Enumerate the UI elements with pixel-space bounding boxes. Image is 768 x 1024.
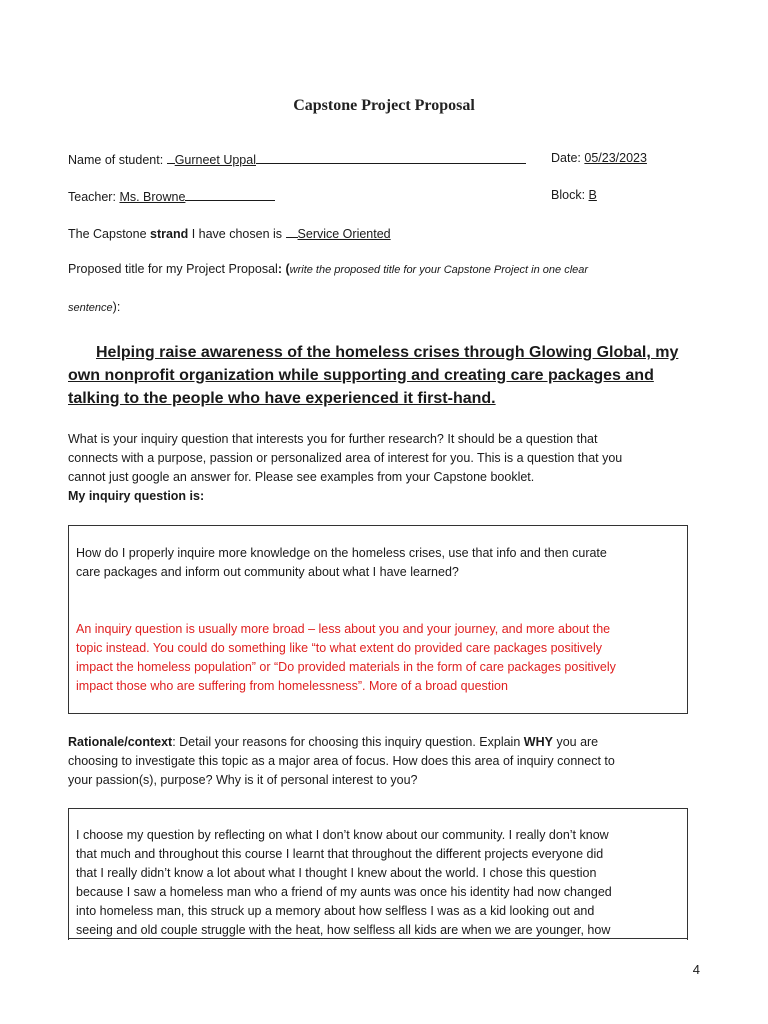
rationale-instructions: Rationale/context: Detail your reasons for choosing this inquiry question. Explain WHY you are choosing to investigate this topic as a major area of focus. How does this area of inquiry connect to your passion(s), purpose? Why is it of personal interest to you? [68, 733, 615, 790]
teacher-value: Ms. Browne [119, 190, 186, 204]
inquiry-instruction-line: connects with a purpose, passion or personalized area of interest for you. This is a question that you [68, 451, 623, 465]
inquiry-answer-box [68, 525, 688, 714]
student-name-value: Gurneet Uppal [174, 153, 256, 167]
teacher-row [68, 188, 275, 204]
student-name-row [68, 151, 526, 167]
teacher-label: Teacher: [68, 190, 116, 204]
proposed-title-instruction-2: sentence [68, 302, 113, 314]
proposed-title-paren: ( [285, 262, 290, 276]
proposed-title-close: ): [112, 300, 121, 314]
student-name-label: Name of student: [68, 153, 164, 167]
date-value: 05/23/2023 [584, 151, 647, 165]
project-title-line-1: Helping raise awareness of the homeless crises through Glowing Global, my [96, 344, 679, 361]
inquiry-answer: How do I properly inquire more knowledge on the homeless crises, use that info and then curate care packages and inform out community about what I have learned? [76, 546, 607, 579]
block-label: Block: [551, 188, 586, 202]
strand-prefix: The Capstone [68, 227, 147, 241]
page-title: Capstone Project Proposal [293, 97, 475, 114]
rationale-label: Rationale/context [68, 735, 173, 749]
proposed-title-colon: : [277, 262, 282, 276]
date-row [551, 151, 647, 165]
rationale-box-bottom-divider [68, 938, 688, 939]
strand-bold-word: strand [150, 227, 189, 241]
strand-value: Service Oriented [297, 227, 391, 241]
rationale-instruction-line: choosing to investigate this topic as a major area of focus. How does this area of inquiry connect to [68, 754, 615, 768]
rationale-answer-box [68, 808, 688, 940]
inquiry-label: My inquiry question is: [68, 489, 205, 503]
strand-suffix: I have chosen is [191, 227, 283, 241]
project-title-line-2: own nonprofit organization while supporting and creating care packages and [68, 367, 654, 384]
project-title-line-3: talking to the people who have experienced it first-hand. [68, 390, 496, 407]
proposed-title-label: Proposed title for my Project Proposal [68, 262, 278, 276]
rationale-instruction-line: your passion(s), purpose? Why is it of personal interest to you? [68, 773, 418, 787]
block-value: B [588, 188, 597, 202]
strand-row [68, 225, 391, 241]
proposed-title-instruction: write the proposed title for your Capstone Project in one clear [289, 264, 589, 276]
rationale-why: WHY [523, 735, 553, 749]
teacher-feedback: An inquiry question is usually more broad – less about you and your journey, and more about the topic instead. You could do something like “to what extent do provided care packages positively impact the homeless population” or “Do provided materials in the form of care packages positively impact those who are suffering from homelessness”. More of a broad question [76, 622, 616, 693]
block-row [551, 188, 597, 202]
date-label: Date: [551, 151, 581, 165]
inquiry-instructions [68, 430, 622, 506]
inquiry-instruction-line: What is your inquiry question that interests you for further research? It should be a question that [68, 432, 598, 446]
proposed-title-row-2 [68, 300, 120, 314]
proposed-title-row [68, 262, 588, 276]
rationale-answer: I choose my question by reflecting on what I don’t know about our community. I really don’t know that much and throughout this course I learnt that throughout the different projects everyone did that I really didn’t know a lot about what I thought I knew about the world. I chose this question because I saw a homeless man who a friend of my aunts was once his identity had now changed into homeless man, this struck up a memory about how selfless I was as a kid looking out and seeing and old couple struggle with the heat, how selfless all kids are when we are younger, how [76, 828, 612, 937]
page-number: 4 [692, 962, 700, 977]
inquiry-instruction-line: cannot just google an answer for. Please see examples from your Capstone booklet. [68, 470, 535, 484]
